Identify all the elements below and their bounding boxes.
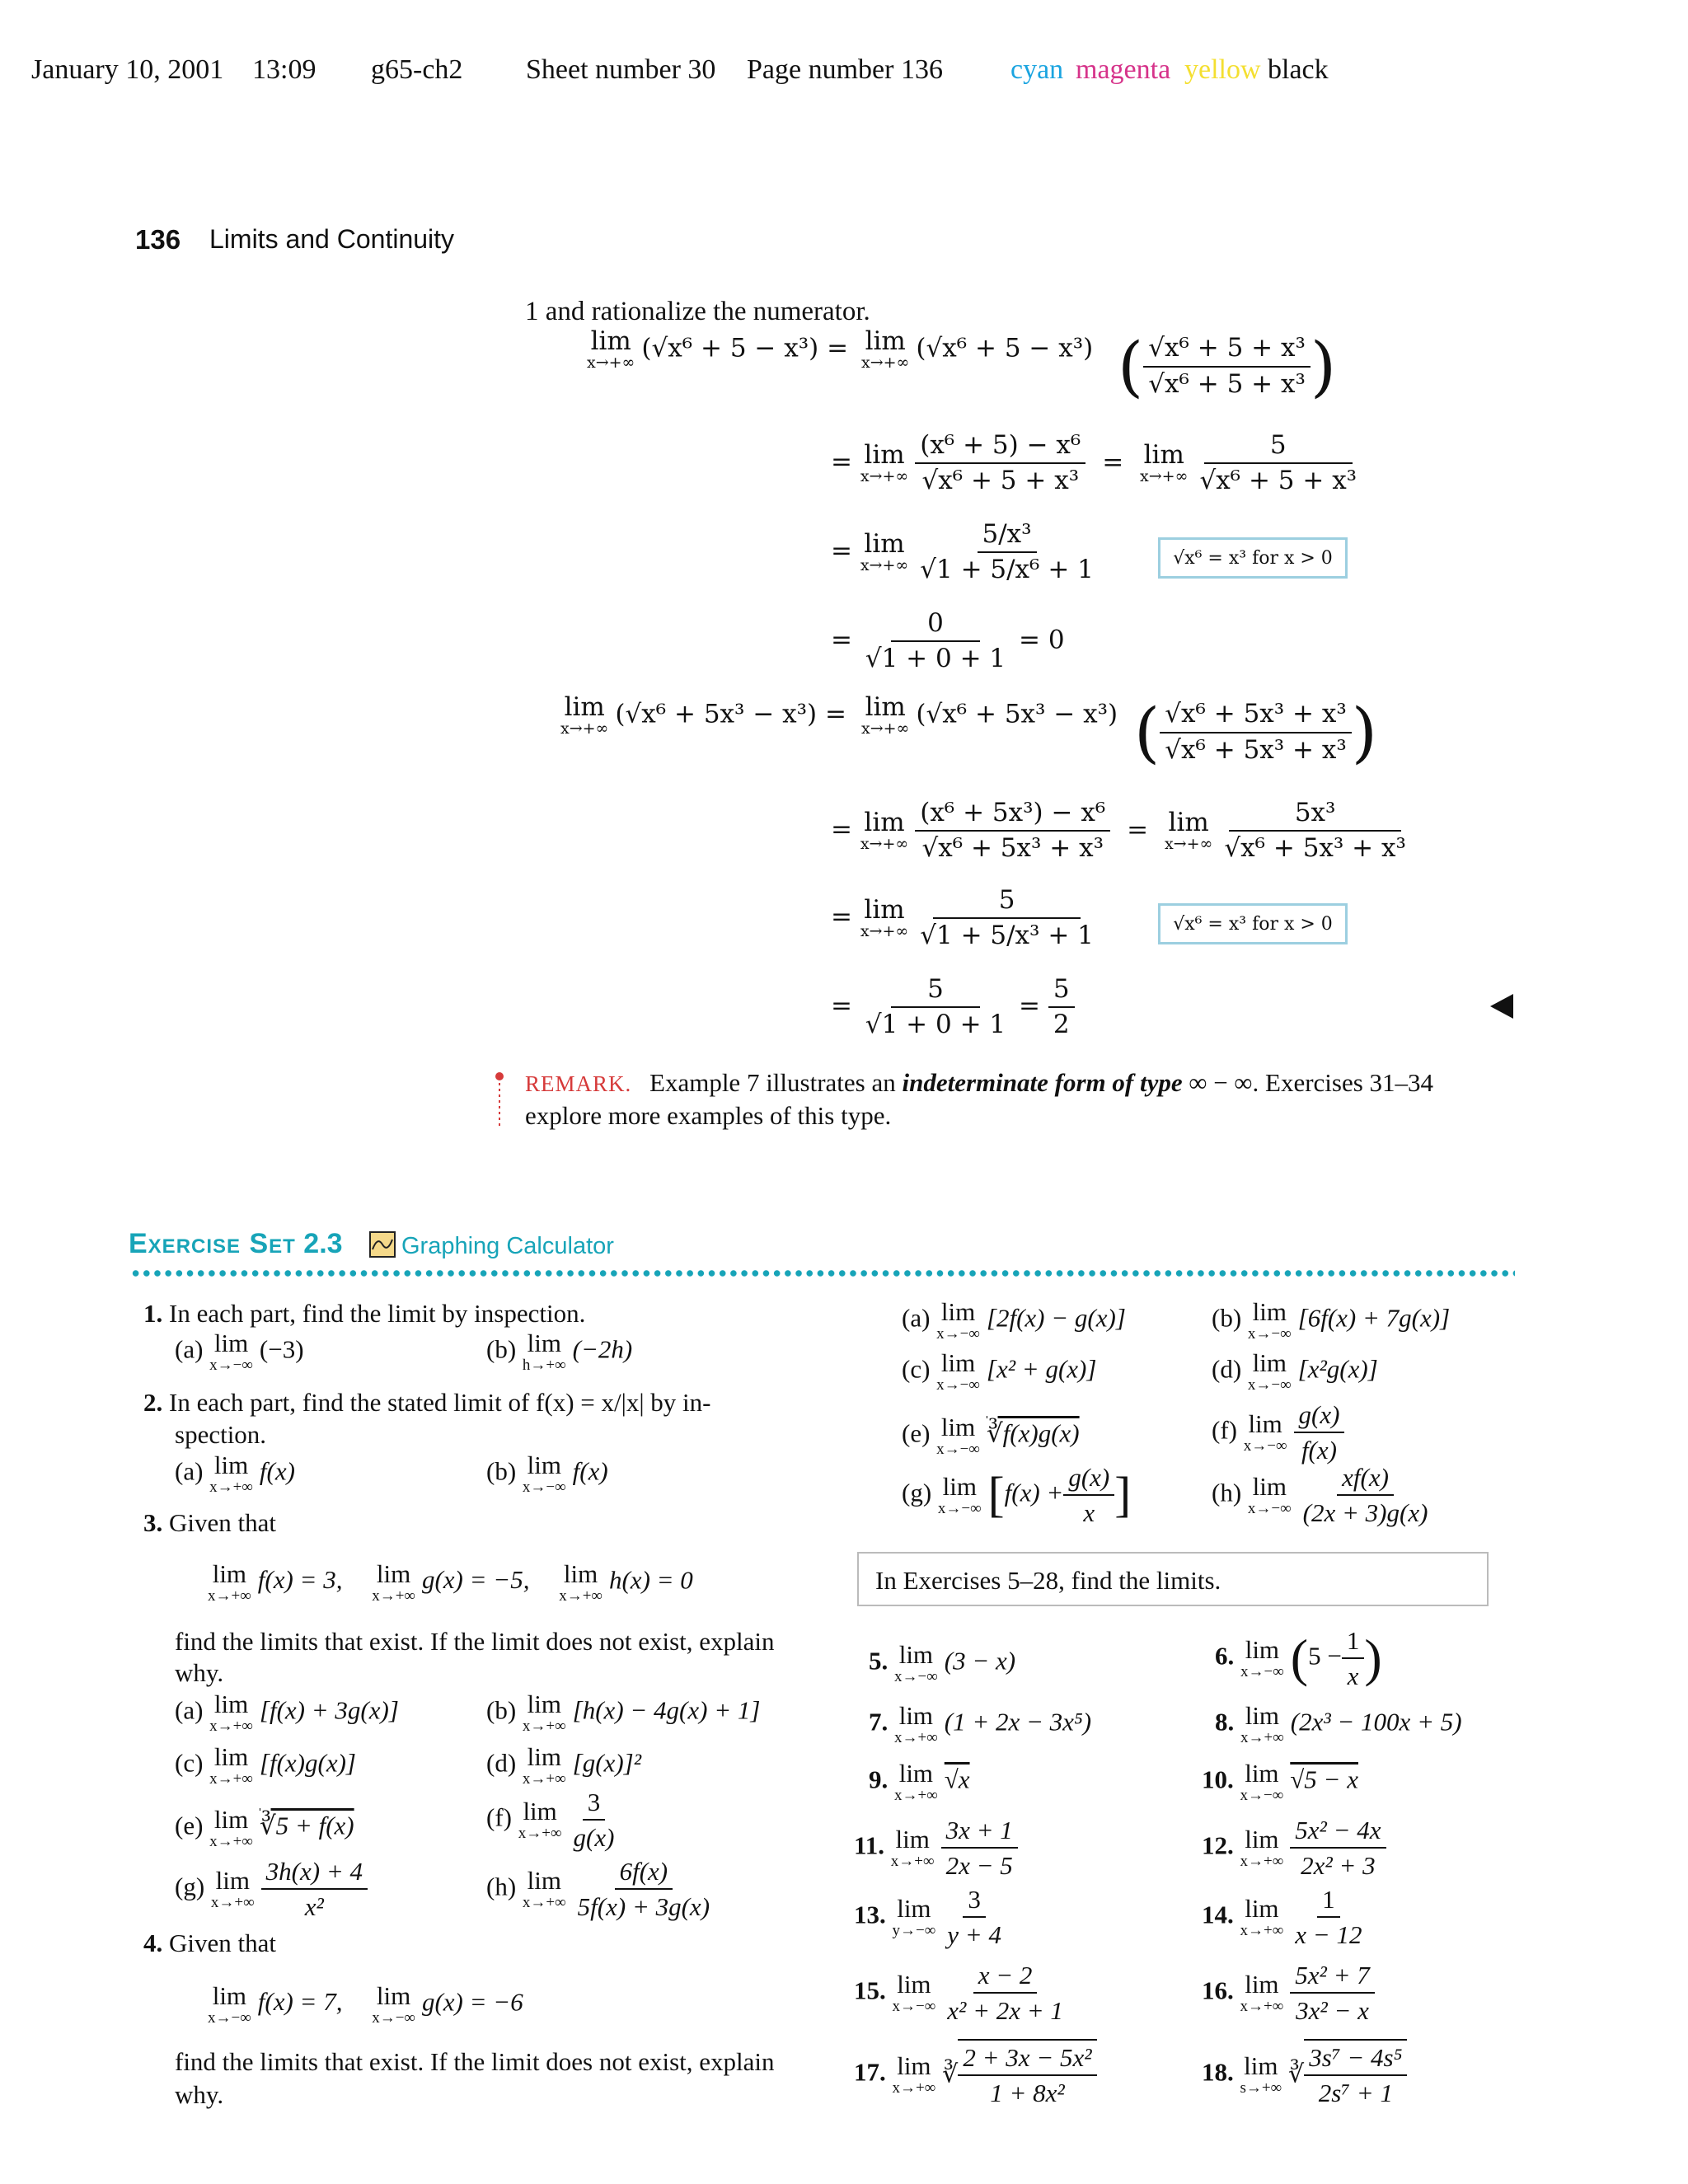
color-yellow: yellow xyxy=(1184,54,1261,85)
header-sheet: Sheet number 30 xyxy=(526,54,716,85)
problem-5: 5. lim x→−∞ (3 − x) xyxy=(869,1640,1016,1685)
header-date: January 10, 2001 xyxy=(31,54,224,85)
problem-17: 17. lim x→+∞ ∛ $\frac{\text{2 + 3x − 5x²}}{\text{1 + 8x²}}$ xyxy=(854,2039,1097,2110)
problem-9: 9. lim x→+∞ √x xyxy=(869,1759,970,1804)
math-line-6: = lim x→+∞ $\frac{\text{(x⁶ + 5x³) − x⁶}}{\text{√x⁶ + 5x³ + x³}}$ = lim x→+∞ $\frac{\text{5x³}}{\text{√x⁶ + 5x³ + x³}}$ xyxy=(831,798,1406,864)
math-line-5: lim x→+∞ (√x⁶ + 5x³ − x³) = xyxy=(560,692,846,738)
conjugate-fraction-1: ( $\frac{\text{√x⁶ + 5 + x³}}{\text{√x⁶ + 5 + x³}}$ ) xyxy=(1118,328,1337,405)
math-line-8: = $\frac{5}{√1 + 0 + 1}$ = $\frac{5}{2}$ xyxy=(831,972,1075,1042)
exercise-4a: (a) lim x→−∞ [2f(x) − g(x)] xyxy=(902,1297,1126,1343)
exercise-3f: (f) lim x→+∞ $\frac{3}{g(x)}$ xyxy=(486,1785,619,1854)
problem-7: 7. lim x→+∞ (1 + 2x − 3x⁵) xyxy=(869,1701,1092,1746)
remark-dotted-marker xyxy=(495,1071,504,1131)
problem-6: 6. lim x→−∞ (5 − $\frac{1}{x}$ ) xyxy=(1215,1624,1382,1693)
note-box-1: √x⁶ = x³ for x > 0 xyxy=(1158,537,1348,579)
math-line-4: = $\frac{0}{√1 + 0 + 1}$ = 0 xyxy=(831,608,1065,674)
exercise-3-instructions-2: why. xyxy=(175,1658,224,1687)
exercise-3c: (c) lim x→+∞ [f(x)g(x)] xyxy=(175,1742,356,1788)
graphing-calculator-label: Graphing Calculator xyxy=(401,1233,614,1259)
exercise-4f: (f) lim x→−∞ $\frac{g(x)}{f(x)}$ xyxy=(1212,1398,1344,1467)
exercise-4h: (h) lim x→−∞ $\frac{xf(x)}{(2x + 3)g(x)}$ xyxy=(1212,1460,1432,1530)
exercise-1: 1. In each part, find the limit by inspection. xyxy=(143,1299,586,1328)
problem-12: 12. lim x→+∞ $\frac{\text{5x² − 4x}}{\text{2x² + 3}}$ xyxy=(1202,1813,1386,1882)
running-head-page: 136 xyxy=(135,224,181,255)
running-head-title: Limits and Continuity xyxy=(209,224,455,254)
math-line-1: lim x→+∞ (√x⁶ + 5 − x³) = xyxy=(587,326,849,372)
color-magenta: magenta xyxy=(1076,54,1171,85)
exercise-3-instructions-1: find the limits that exist. If the limit does not exist, explain xyxy=(175,1627,775,1656)
exercise-4g: (g) lim x→−∞ [f(x) + $\frac{g(x)}{x}$ ] xyxy=(902,1460,1131,1530)
intro-text: 1 and rationalize the numerator. xyxy=(525,297,870,326)
exercise-3e: (e) lim x→+∞ ∛5 + f(x) xyxy=(175,1805,354,1850)
math-line-3: = lim x→+∞ $\frac{\text{5/x³}}{\text{√1 + 5/x⁶ + 1}}$ xyxy=(831,519,1094,585)
end-of-example-marker xyxy=(1489,992,1515,1020)
problem-11: 11. lim x→+∞ $\frac{3x + 1}{2x - 5}$ xyxy=(854,1813,1018,1882)
color-black: black xyxy=(1268,54,1329,85)
exercise-4c: (c) lim x→−∞ [x² + g(x)] xyxy=(902,1348,1097,1394)
exercise-3b: (b) lim x→+∞ [h(x) − 4g(x) + 1] xyxy=(486,1690,761,1735)
exercise-2-cont: spection. xyxy=(175,1420,267,1449)
exercise-1b: (b) lim h→+∞ (−2h) xyxy=(486,1329,633,1374)
exercise-3g: (g) lim x→+∞ $\frac{3h(x) + 4}{\text{x²}}$ xyxy=(175,1854,368,1924)
problem-13: 13. lim y→−∞ $\frac{3}{y + 4}$ xyxy=(854,1882,1006,1952)
exercise-set-title: Exercise Set 2.3 xyxy=(129,1228,343,1259)
header-time: 13:09 xyxy=(252,54,316,85)
header-file: g65-ch2 xyxy=(371,54,463,85)
problem-14: 14. lim x→+∞ $\frac{1}{x - 12}$ xyxy=(1202,1882,1367,1952)
exercise-4d: (d) lim x→−∞ [x²g(x)] xyxy=(1212,1348,1378,1394)
exercise-4-instructions-2: why. xyxy=(175,2080,224,2109)
math-line-7: = lim x→+∞ $\frac{5}{\text{√1 + 5/x³ + 1}}$ xyxy=(831,885,1094,951)
exercise-2b: (b) lim x→−∞ f(x) xyxy=(486,1451,608,1496)
conjugate-fraction-2: ( $\frac{\text{√x⁶ + 5x³ + x³}}{\text{√x⁶ + 5x³ + x³}}$ ) xyxy=(1134,694,1378,771)
exercise-2a: (a) lim x→+∞ f(x) xyxy=(175,1451,295,1496)
exercise-3: 3. Given that xyxy=(143,1508,276,1537)
remark-line-1: REMARK. Example 7 illustrates an indeterminate form of type ∞ − ∞. Exercises 31–34 xyxy=(525,1068,1434,1097)
section-divider-dots xyxy=(130,1269,1515,1277)
problem-16: 16. lim x→+∞ $\frac{\text{5x² + 7}}{\text{3x² − x}}$ xyxy=(1202,1958,1375,2027)
remark-line-2: explore more examples of this type. xyxy=(525,1101,892,1130)
remark-label: REMARK. xyxy=(525,1071,632,1096)
exercise-1a: (a) lim x→−∞ (−3) xyxy=(175,1329,304,1374)
exercise-4-instructions-1: find the limits that exist. If the limit does not exist, explain xyxy=(175,2047,775,2076)
problem-10: 10. lim x→−∞ √5 − x xyxy=(1202,1759,1358,1804)
exercise-4: 4. Given that xyxy=(143,1929,276,1957)
math-line-1-right: lim x→+∞ (√x⁶ + 5 − x³) xyxy=(861,326,1094,372)
color-cyan: cyan xyxy=(1010,54,1064,85)
exercise-3a: (a) lim x→+∞ [f(x) + 3g(x)] xyxy=(175,1690,399,1735)
exercise-4-givens: lim x→−∞ f(x) = 7, lim x→−∞ g(x) = −6 xyxy=(208,1981,523,2027)
math-line-5-right: lim x→+∞ (√x⁶ + 5x³ − x³) xyxy=(861,692,1118,738)
header-page-number: Page number 136 xyxy=(747,54,943,85)
note-box-2: √x⁶ = x³ for x > 0 xyxy=(1158,903,1348,944)
problem-8: 8. lim x→+∞ (2x³ − 100x + 5) xyxy=(1215,1701,1462,1746)
problem-18: 18. lim s→+∞ ∛ $\frac{\text{3s⁷ − 4s⁵}}{\text{2s⁷ + 1}}$ xyxy=(1202,2039,1407,2110)
problem-15: 15. lim x→−∞ $\frac{x - 2}{\text{x² + 2x + 1}}$ xyxy=(854,1958,1068,2027)
instruction-box: In Exercises 5–28, find the limits. xyxy=(857,1552,1489,1606)
exercise-4b: (b) lim x→−∞ [6f(x) + 7g(x)] xyxy=(1212,1297,1451,1343)
exercise-2: 2. In each part, find the stated limit of f(x) = x/|x| by in- xyxy=(143,1388,711,1417)
graphing-calculator-icon xyxy=(369,1231,396,1258)
math-line-2: = lim x→+∞ $\frac{\text{(x⁶ + 5) − x⁶}}{\text{√x⁶ + 5 + x³}}$ = lim x→+∞ $\frac{5}{\text{√x⁶ + 5 + x³}}$ xyxy=(831,430,1357,496)
exercise-4e: (e) lim x→−∞ ∛f(x)g(x) xyxy=(902,1413,1080,1458)
exercise-3d: (d) lim x→+∞ [g(x)]² xyxy=(486,1742,641,1788)
exercise-3h: (h) lim x→+∞ $\frac{6f(x)}{5f(x) + 3g(x)}$ xyxy=(486,1854,715,1924)
exercise-3-givens: lim x→+∞ f(x) = 3, lim x→+∞ g(x) = −5, lim x→+∞ h(x) = 0 xyxy=(208,1559,693,1605)
